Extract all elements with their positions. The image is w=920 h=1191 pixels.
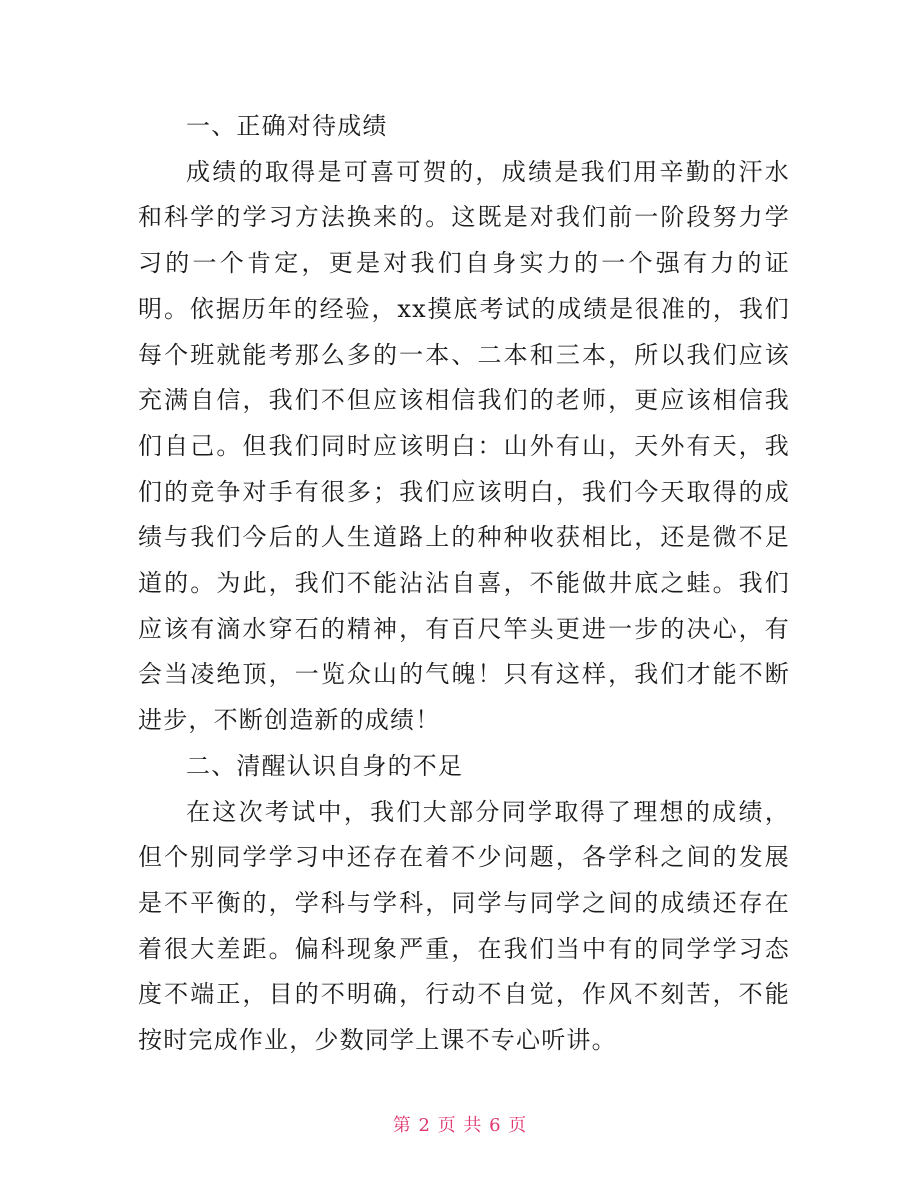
section-heading-2: 二、清醒认识自身的不足 — [186, 751, 464, 780]
page-number-footer: 第 2 页 共 6 页 — [392, 1115, 528, 1136]
section-paragraph-2: 在这次考试中，我们大部分同学取得了理想的成绩，但个别同学学习中还存在着不少问题，各学科之间的发展是不平衡的，学科与学科，同学与同学之间的成绩还存在着很大差距。偏科现象严重，在我们当中有的同学学习态度不端正，目的不明确，行动不自觉，作风不刻苦，不能按时完成作业，少数同学上课不专心听讲。 — [138, 797, 790, 1055]
document-body — [138, 104, 790, 1064]
section-paragraph-1: 成绩的取得是可喜可贺的，成绩是我们用辛勤的汗水和科学的学习方法换来的。这既是对我们前一阶段努力学习的一个肯定，更是对我们自身实力的一个强有力的证明。依据历年的经验，xx摸底考试的成绩是很准的，我们每个班就能考那么多的一本、二本和三本，所以我们应该充满自信，我们不但应该相信我们的老师，更应该相信我们自己。但我们同时应该明白：山外有山，天外有天，我们的竞争对手有很多；我们应该明白，我们今天取得的成绩与我们今后的人生道路上的种种收获相比，还是微不足道的。为此，我们不能沾沾自喜，不能做井底之蛙。我们应该有滴水穿石的精神，有百尺竿头更进一步的决心，有会当凌绝顶，一览众山的气魄！只有这样，我们才能不断进步，不断创造新的成绩！ — [138, 157, 790, 735]
section-heading-1: 一、正确对待成绩 — [186, 112, 388, 140]
